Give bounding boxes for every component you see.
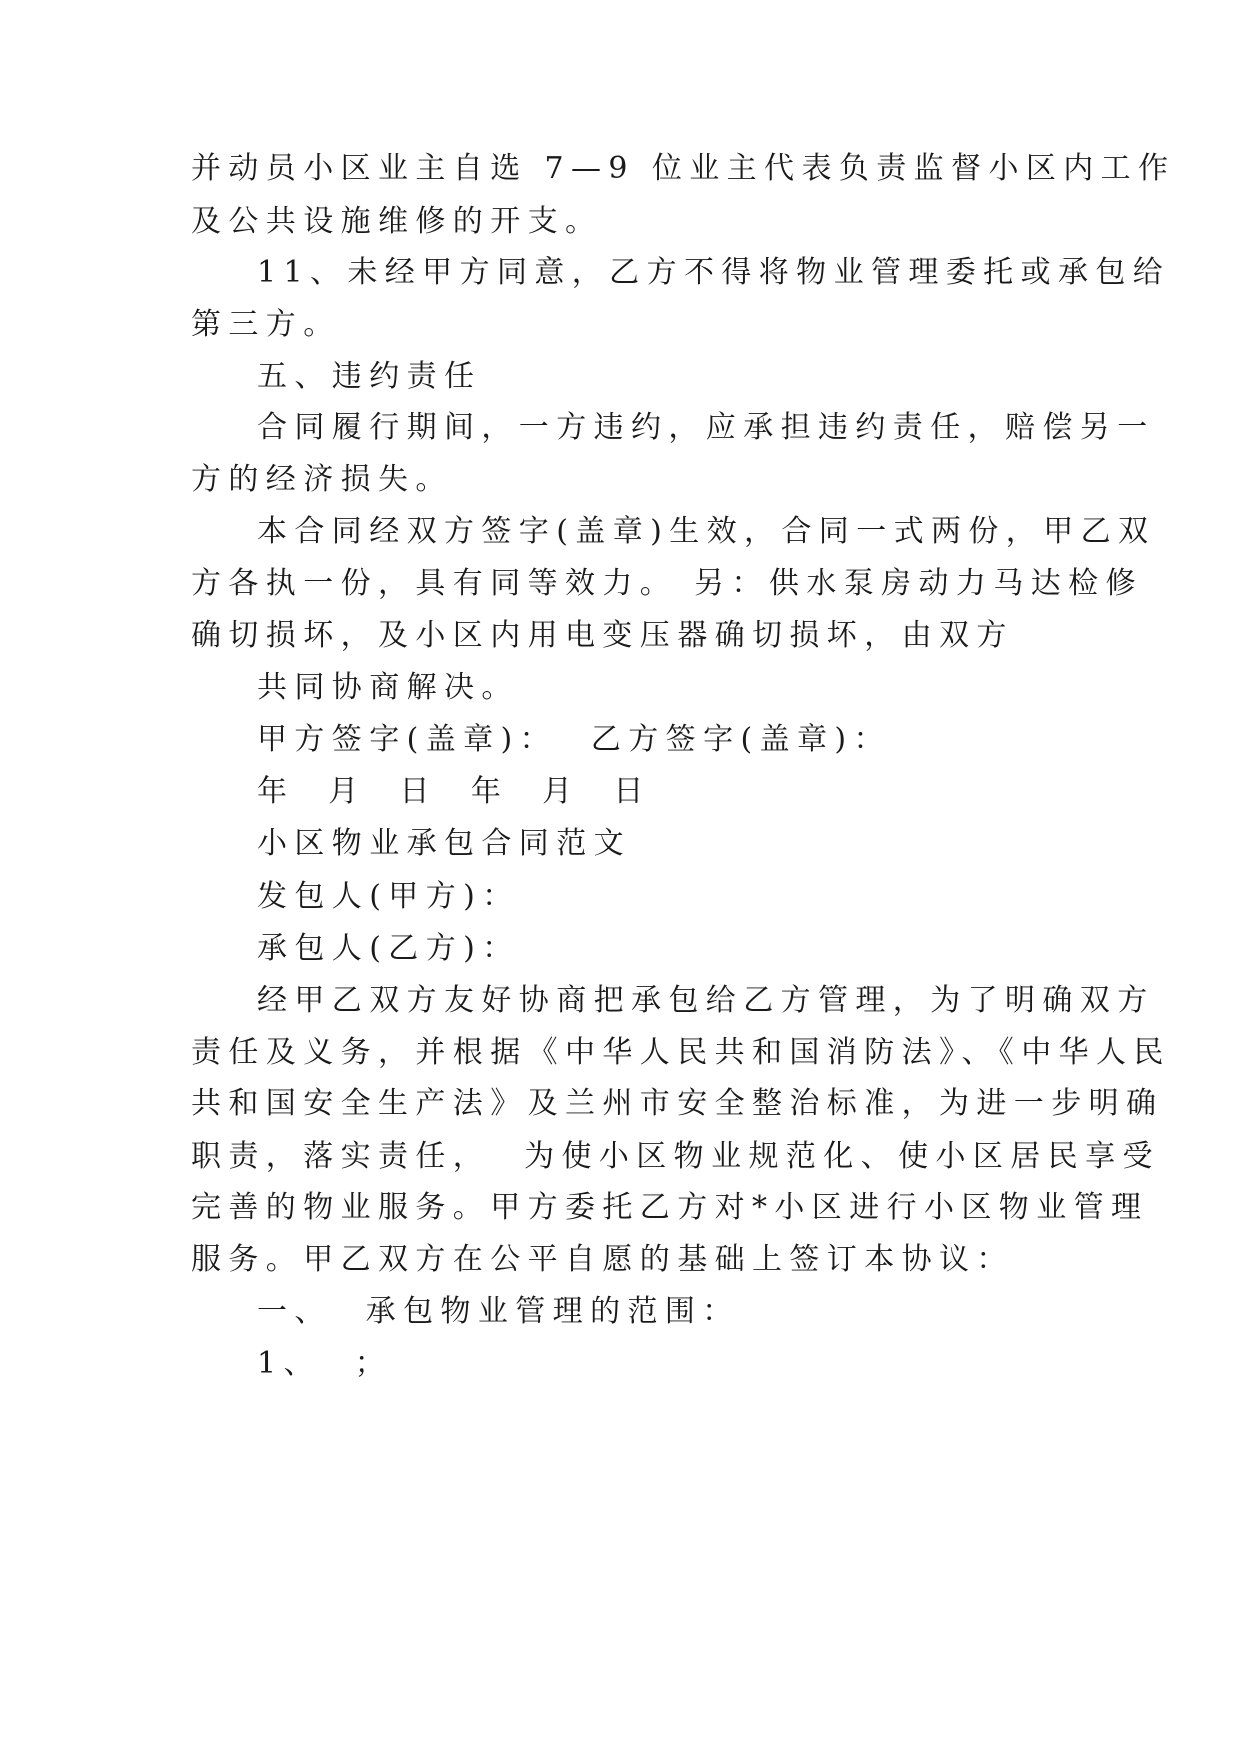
body-text-line: 并动员小区业主自选 7—9 位业主代表负责监督小区内工作 [191,151,1176,186]
body-text-line: 方各执一份，具有同等效力。 另：供水泵房动力马达检修 [191,566,1143,601]
document-title: 小区物业承包合同范文 [257,826,631,861]
body-text-line: 服务。甲乙双方在公平自愿的基础上签订本协议： [191,1242,1014,1277]
body-text-line: 方的经济损失。 [191,462,453,497]
party-a-label: 发包人(甲方)： [257,879,520,914]
section-heading: 五、违约责任 [257,359,482,394]
section-heading: 一、 承包物业管理的范围： [257,1294,740,1329]
body-text-line: 职责，落实责任， 为使小区物业规范化、使小区居民享受 [191,1139,1160,1174]
date-line: 年 月 日 年 月 日 [257,774,651,809]
body-text-line: 共和国安全生产法》及兰州市安全整治标准，为进一步明确 [191,1086,1164,1121]
list-item: 1、 ； [257,1346,393,1381]
body-text-line: 完善的物业服务。甲方委托乙方对*小区进行小区物业管理 [191,1190,1149,1225]
body-text-line: 本合同经双方签字(盖章)生效，合同一式两份，甲乙双 [257,514,1156,549]
body-text-line: 第三方。 [191,307,341,342]
party-b-label: 承包人(乙方)： [257,931,520,966]
body-text-line: 责任及义务，并根据《中华人民共和国消防法》、《中华人民 [191,1035,1171,1070]
body-text-line: 合同履行期间，一方违约，应承担违约责任，赔偿另一 [257,410,1155,445]
body-text-line: 及公共设施维修的开支。 [191,204,603,239]
signature-line: 甲方签字(盖章)： 乙方签字(盖章)： [257,722,891,757]
body-text-line: 确切损坏，及小区内用电变压器确切损坏，由双方 [191,618,1014,653]
clause-11-line: 11、未经甲方同意，乙方不得将物业管理委托或承包给 [257,255,1171,290]
body-text-line: 经甲乙双方友好协商把承包给乙方管理，为了明确双方 [257,983,1155,1018]
body-text-line: 共同协商解决。 [257,670,519,705]
